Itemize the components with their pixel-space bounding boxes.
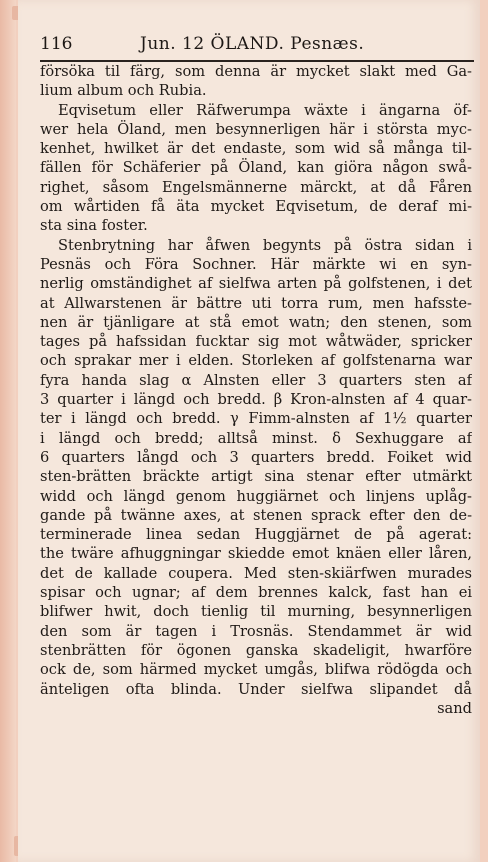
text-line: den som är tagen i Trosnäs. Stendammet är wid (40, 622, 472, 640)
text-line: Pesnäs och Föra Sochner. Här märkte wi en syn- (40, 255, 472, 273)
text-line: at Allwarstenen är bättre uti torra rum, men hafsste- (40, 294, 472, 312)
text-line: 3 quarter i längd och bredd. β Kron-alnsten af 4 quar- (40, 391, 472, 409)
text-line: the twäre afhuggningar skiedde emot knäen eller låren, (40, 545, 472, 563)
text-line: i längd och bredd; alltså minst. δ Sexhuggare af (40, 429, 472, 447)
text-line: ter i längd och bredd. γ Fimm-alnsten af 1½ quarter (40, 410, 472, 428)
body-text (40, 62, 472, 718)
text-line: sten-brätten bräckte artigt sina stenar efter utmärkt (40, 468, 472, 486)
text-line: tages på hafssidan fucktar sig mot wåtwäder, spricker (40, 333, 472, 351)
text-line: spisar och ugnar; af dem brennes kalck, fast han ei (40, 584, 472, 602)
text-line: widd och längd genom huggiärnet och linjens uplåg- (40, 487, 472, 505)
text-line: gande på twänne axes, at stenen sprack efter den de- (40, 506, 472, 524)
text-line: Stenbrytning har åfwen begynts på östra sidan i (58, 236, 472, 254)
text-line: righet, såsom Engelsmännerne märckt, at då Fåren (40, 178, 472, 196)
text-line: om wårtiden få äta mycket Eqvisetum, de deraf mi- (40, 198, 472, 216)
text-line: lium album och Rubia. (40, 82, 207, 100)
text-line: 6 quarters långd och 3 quarters bredd. Foiket wid (40, 448, 472, 466)
text-line: terminerade linea sedan Huggjärnet de på agerat: (40, 526, 472, 544)
page-number: 116 (40, 34, 73, 54)
running-title: Jun. 12 ÖLAND. Pesnæs. (140, 34, 365, 54)
text-line: försöka til färg, som denna är mycket slakt med Ga- (40, 63, 472, 80)
text-line: nerlig omständighet af sielfwa arten på golfstenen, i det (40, 275, 472, 293)
text-line: ock de, som härmed mycket umgås, blifwa rödögda och (40, 661, 472, 679)
page-header (40, 34, 470, 60)
text-line: wer hela Öland, men besynnerligen här i största myc- (40, 120, 472, 138)
text-line: kenhet, hwilket är det endaste, som wid så många til- (40, 140, 472, 158)
page-edge (0, 0, 16, 862)
text-line: stenbrätten för ögonen ganska skadeligit, hwarföre (40, 641, 472, 659)
text-line: fällen för Schäferier på Öland, kan giöra någon swå- (40, 159, 472, 177)
text-line: sta sina foster. (40, 217, 148, 235)
catchword: sand (437, 699, 472, 717)
text-line: Eqvisetum eller Räfwerumpa wäxte i ängarna öf- (58, 101, 472, 119)
text-line: blifwer hwit, doch tienlig til murning, besynnerligen (40, 603, 472, 621)
text-line: nen är tjänligare at stå emot watn; den stenen, som (40, 313, 472, 331)
text-line: och sprakar mer i elden. Storleken af golfstenarna war (40, 352, 472, 370)
text-line: det de kallade coupera. Med sten-skiärfwen murades (40, 564, 472, 582)
text-line: fyra handa slag α Alnsten eller 3 quarters sten af (40, 371, 472, 389)
text-line: änteligen ofta blinda. Under sielfwa slipandet då (40, 680, 472, 698)
